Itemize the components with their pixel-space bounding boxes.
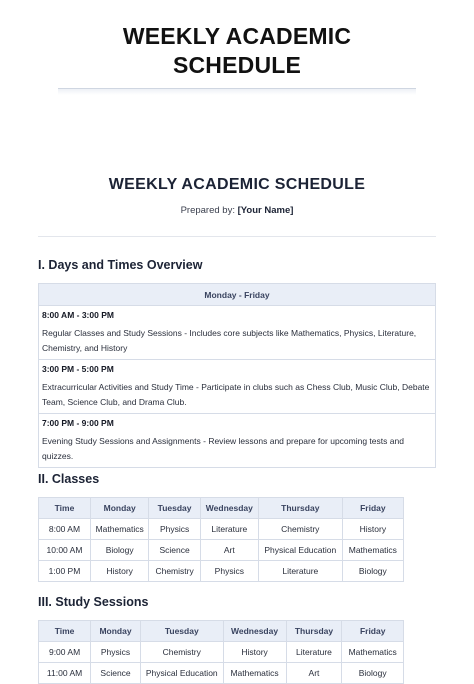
column-header: Friday	[342, 621, 404, 642]
table-cell: Chemistry	[140, 642, 223, 663]
slot-description: Evening Study Sessions and Assignments - Review lessons and prepare for upcoming tests and quizzes.	[42, 436, 404, 461]
column-header: Monday	[91, 621, 141, 642]
overview-slot-row	[39, 306, 436, 360]
classes-header-row	[39, 498, 404, 519]
column-header: Thursday	[258, 498, 342, 519]
overview-slot-cell	[39, 306, 436, 360]
overview-slot-row	[39, 414, 436, 468]
table-cell: Physical Education	[258, 540, 342, 561]
banner-title	[0, 22, 474, 80]
slot-description: Extracurricular Activities and Study Time - Participate in clubs such as Chess Club, Music Club, Debate Team, Science Club, and Drama Club.	[42, 382, 430, 407]
table-row	[39, 561, 404, 582]
column-header: Wednesday	[200, 498, 258, 519]
table-cell: Physics	[200, 561, 258, 582]
overview-column-header: Monday - Friday	[39, 284, 436, 306]
table-cell: Science	[149, 540, 200, 561]
table-cell: 9:00 AM	[39, 642, 91, 663]
header-banner	[0, 0, 474, 100]
table-row	[39, 519, 404, 540]
overview-slot-row	[39, 360, 436, 414]
table-cell: Mathematics	[342, 642, 404, 663]
slot-time: 8:00 AM - 3:00 PM	[42, 310, 114, 320]
column-header: Wednesday	[223, 621, 286, 642]
column-header: Friday	[342, 498, 403, 519]
column-header: Time	[39, 621, 91, 642]
prepared-by-name: [Your Name]	[237, 205, 294, 216]
table-cell: Science	[91, 663, 141, 684]
table-row	[39, 642, 404, 663]
classes-heading: II. Classes	[38, 472, 100, 486]
column-header: Tuesday	[149, 498, 200, 519]
table-cell: Chemistry	[149, 561, 200, 582]
prepared-by-label: Prepared by:	[180, 205, 235, 216]
table-cell: Chemistry	[258, 519, 342, 540]
section-divider	[38, 236, 436, 237]
table-cell: 11:00 AM	[39, 663, 91, 684]
table-cell: Mathematics	[342, 540, 403, 561]
column-header: Time	[39, 498, 91, 519]
overview-heading: I. Days and Times Overview	[38, 258, 203, 272]
study-sessions-table	[38, 620, 404, 684]
slot-time: 7:00 PM - 9:00 PM	[42, 418, 114, 428]
table-cell: History	[223, 642, 286, 663]
table-cell: Literature	[200, 519, 258, 540]
study-header-row	[39, 621, 404, 642]
table-cell: Biology	[90, 540, 149, 561]
banner-divider	[58, 88, 416, 95]
document-title: WEEKLY ACADEMIC SCHEDULE	[108, 176, 366, 193]
column-header: Tuesday	[140, 621, 223, 642]
classes-table	[38, 497, 404, 582]
table-cell: 10:00 AM	[39, 540, 91, 561]
table-cell: History	[342, 519, 403, 540]
table-cell: Literature	[258, 561, 342, 582]
table-cell: Physical Education	[140, 663, 223, 684]
table-cell: Literature	[286, 642, 342, 663]
prepared-by	[0, 205, 474, 216]
table-cell: Art	[286, 663, 342, 684]
overview-slot-cell	[39, 360, 436, 414]
table-cell: Mathematics	[90, 519, 149, 540]
banner-title-line-1: WEEKLY ACADEMIC	[122, 23, 352, 49]
slot-description: Regular Classes and Study Sessions - Includes core subjects like Mathematics, Physics, Literature, Chemistry, and History	[42, 328, 417, 353]
table-cell: Physics	[149, 519, 200, 540]
banner-title-line-2: SCHEDULE	[172, 52, 302, 78]
table-cell: Biology	[342, 663, 404, 684]
table-cell: Art	[200, 540, 258, 561]
table-cell: Mathematics	[223, 663, 286, 684]
table-cell: Biology	[342, 561, 403, 582]
table-row	[39, 663, 404, 684]
slot-time: 3:00 PM - 5:00 PM	[42, 364, 114, 374]
table-row	[39, 540, 404, 561]
overview-table	[38, 283, 436, 468]
column-header: Thursday	[286, 621, 342, 642]
study-sessions-heading: III. Study Sessions	[38, 595, 149, 609]
column-header: Monday	[90, 498, 149, 519]
table-cell: 8:00 AM	[39, 519, 91, 540]
table-cell: Physics	[91, 642, 141, 663]
overview-slot-cell	[39, 414, 436, 468]
table-cell: History	[90, 561, 149, 582]
table-cell: 1:00 PM	[39, 561, 91, 582]
